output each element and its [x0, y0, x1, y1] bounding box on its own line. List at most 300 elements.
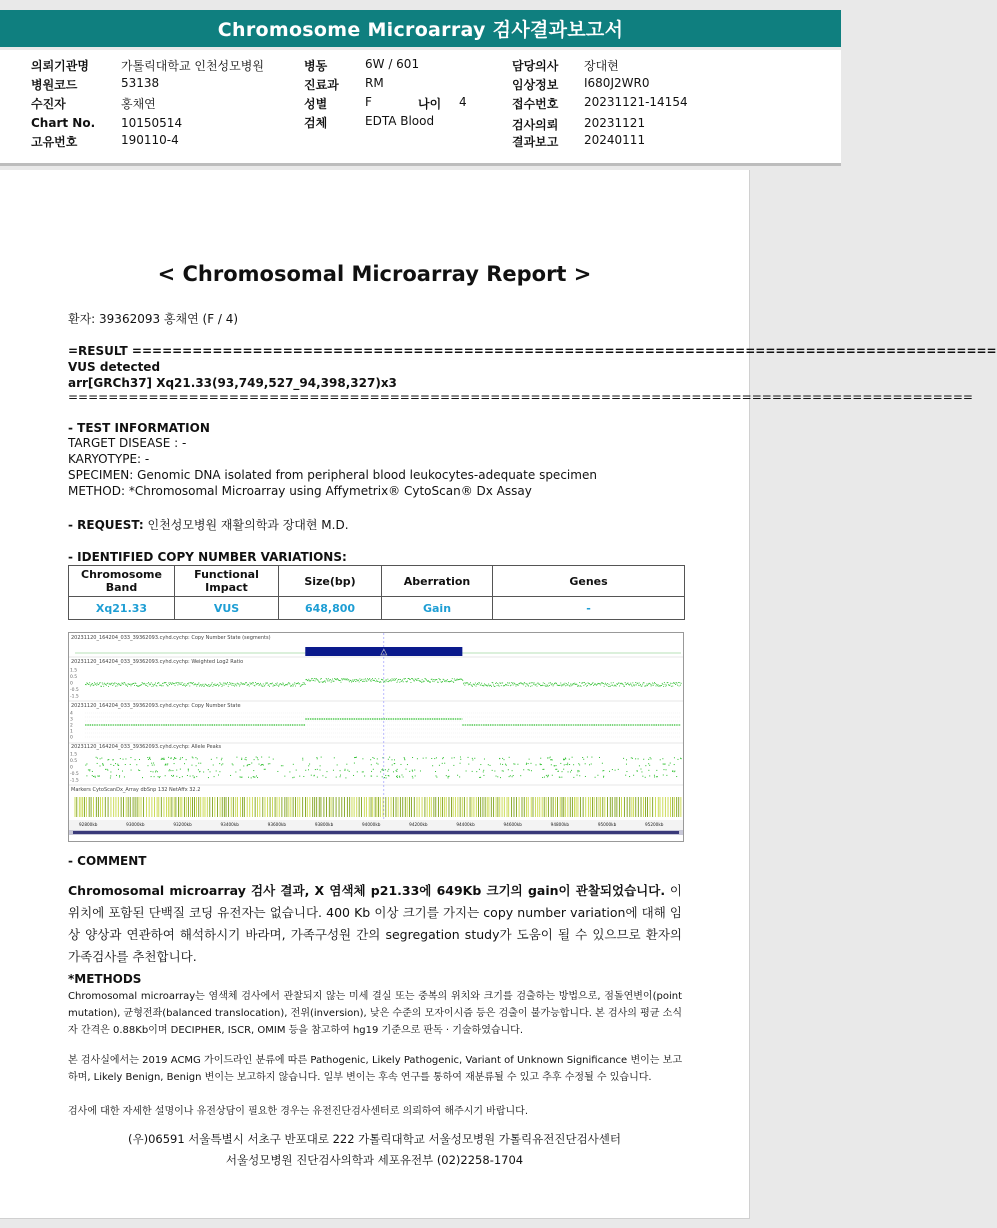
log2-point [86, 684, 87, 685]
allele-point [174, 758, 175, 759]
allele-point [385, 769, 386, 770]
log2-point [282, 684, 283, 685]
log2-point [279, 684, 280, 685]
allele-point [645, 777, 646, 778]
log2-point [495, 683, 496, 684]
log2-point [553, 684, 554, 685]
allele-point [344, 770, 345, 771]
allele-point [193, 775, 194, 776]
allele-point [542, 777, 543, 778]
allele-point [261, 757, 262, 758]
log2-point [578, 685, 579, 686]
allele-point [526, 763, 527, 764]
allele-point [116, 775, 117, 776]
allele-point [308, 769, 309, 770]
panel-label: 20231120_164204_033_39362093.cyhd.cychp: Copy Number State [71, 703, 241, 709]
allele-point [302, 758, 303, 759]
allele-point [336, 777, 337, 778]
log2-point [492, 682, 493, 683]
allele-point [208, 769, 209, 770]
allele-point [160, 776, 161, 777]
log2-point [155, 683, 156, 684]
allele-point [139, 759, 140, 760]
x-tick-label: 93600kb [267, 822, 287, 827]
allele-point [371, 764, 372, 765]
allele-point [409, 771, 410, 772]
allele-point [188, 769, 189, 770]
allele-point [303, 776, 304, 777]
allele-point [579, 771, 580, 772]
allele-point [476, 771, 477, 772]
allele-point [260, 765, 261, 766]
allele-point [393, 771, 394, 772]
log2-point [625, 682, 626, 683]
log2-point [457, 679, 458, 680]
allele-point [135, 759, 136, 760]
allele-point [569, 764, 570, 765]
allele-point [391, 759, 392, 760]
info-value: 20240111 [584, 133, 646, 147]
allele-point [565, 758, 566, 759]
info-label: 임상정보 [512, 78, 559, 92]
panel-label: 20231120_164204_033_39362093.cyhd.cychp: Allele Peaks [71, 744, 222, 750]
log2-point [210, 685, 211, 686]
log2-point [636, 684, 637, 685]
allele-point [650, 757, 651, 758]
log2-point [517, 684, 518, 685]
log2-point [239, 686, 240, 687]
log2-point [193, 682, 194, 683]
allele-point [540, 758, 541, 759]
allele-point [664, 764, 665, 765]
log2-point [93, 685, 94, 686]
report-banner [0, 10, 841, 47]
allele-point [573, 777, 574, 778]
log2-point [104, 683, 105, 684]
log2-point [560, 685, 561, 686]
allele-point [618, 769, 619, 770]
log2-point [199, 686, 200, 687]
log2-point [497, 683, 498, 684]
allele-point [436, 777, 437, 778]
cnv-header: Size(bp) [279, 566, 382, 597]
x-tick-label: 93000kb [126, 822, 145, 827]
log2-point [361, 680, 362, 681]
log2-point [665, 686, 666, 687]
result-footer: ========================================================================================== [68, 390, 973, 404]
allele-point [448, 776, 449, 777]
allele-point [417, 758, 418, 759]
allele-point [648, 759, 649, 760]
allele-point [153, 763, 154, 764]
log2-point [166, 682, 167, 683]
log2-point [447, 679, 448, 680]
allele-point [265, 769, 266, 770]
allele-point [662, 758, 663, 759]
log2-point [345, 678, 346, 679]
allele-point [96, 757, 97, 758]
log2-point [390, 680, 391, 681]
allele-point [599, 757, 600, 758]
allele-point [254, 777, 255, 778]
log2-point [224, 685, 225, 686]
allele-point [257, 777, 258, 778]
allele-point [444, 763, 445, 764]
log2-point [635, 684, 636, 685]
log2-point [378, 681, 379, 682]
allele-point [180, 759, 181, 760]
log2-point [391, 681, 392, 682]
allele-point [547, 776, 548, 777]
log2-point [89, 684, 90, 685]
log2-point [405, 678, 406, 679]
allele-point [500, 777, 501, 778]
log2-point [491, 686, 492, 687]
allele-point [585, 776, 586, 777]
allele-point [602, 763, 603, 764]
allele-point [496, 776, 497, 777]
log2-point [454, 678, 455, 679]
log2-point [644, 682, 645, 683]
log2-point [651, 684, 652, 685]
cnv-header: Genes [493, 566, 685, 597]
log2-point [96, 683, 97, 684]
allele-point [186, 759, 187, 760]
allele-point [585, 763, 586, 764]
log2-point [538, 683, 539, 684]
log2-point [380, 682, 381, 683]
log2-point [135, 683, 136, 684]
log2-point [418, 678, 419, 679]
allele-point [340, 775, 341, 776]
allele-point [124, 776, 125, 777]
log2-point [499, 686, 500, 687]
log2-point [671, 686, 672, 687]
methods-title: *METHODS [68, 972, 142, 986]
log2-point [219, 685, 220, 686]
log2-point [145, 684, 146, 685]
allele-point [448, 777, 449, 778]
info-value: 6W / 601 [365, 57, 420, 71]
log2-point [358, 680, 359, 681]
x-tick-label: 94200kb [409, 822, 428, 827]
log2-point [90, 686, 91, 687]
info-label: 병동 [304, 59, 328, 73]
log2-point [348, 679, 349, 680]
log2-point [124, 682, 125, 683]
log2-point [112, 683, 113, 684]
log2-point [370, 680, 371, 681]
allele-point [626, 759, 627, 760]
log2-point [577, 686, 578, 687]
log2-point [504, 685, 505, 686]
log2-point [446, 680, 447, 681]
allele-point [340, 770, 341, 771]
allele-point [320, 765, 321, 766]
log2-point [97, 683, 98, 684]
log2-point [508, 685, 509, 686]
log2-point [252, 684, 253, 685]
allele-point [176, 776, 177, 777]
log2-point [310, 680, 311, 681]
allele-point [385, 775, 386, 776]
log2-point [528, 685, 529, 686]
allele-point [412, 776, 413, 777]
cnv-cell: 648,800 [279, 597, 382, 620]
allele-point [251, 763, 252, 764]
log2-point [646, 685, 647, 686]
allele-point [152, 765, 153, 766]
allele-point [117, 764, 118, 765]
allele-point [663, 775, 664, 776]
log2-point [265, 684, 266, 685]
allele-point [92, 771, 93, 772]
log2-point [413, 679, 414, 680]
allele-point [460, 757, 461, 758]
log2-point [196, 686, 197, 687]
log2-point [434, 681, 435, 682]
allele-point [503, 771, 504, 772]
log2-point [593, 685, 594, 686]
log2-point [316, 678, 317, 679]
allele-point [230, 775, 231, 776]
log2-point [96, 685, 97, 686]
allele-point [138, 770, 139, 771]
allele-point [179, 777, 180, 778]
allele-point [293, 764, 294, 765]
allele-point [566, 764, 567, 765]
info-value: 190110-4 [121, 133, 179, 147]
info-value: 장대현 [584, 59, 619, 73]
x-tick-label: 93800kb [314, 822, 334, 827]
allele-point [97, 763, 98, 764]
log2-point [388, 681, 389, 682]
allele-point [387, 771, 388, 772]
log2-point [187, 685, 188, 686]
log2-point [632, 682, 633, 683]
log2-point [666, 685, 667, 686]
allele-point [512, 770, 513, 771]
allele-point [457, 775, 458, 776]
info-label: 고유번호 [31, 135, 78, 149]
log2-tick-label: -0.5 [70, 688, 79, 693]
log2-point [226, 684, 227, 685]
log2-point [584, 682, 585, 683]
log2-point [221, 684, 222, 685]
allele-point [172, 770, 173, 771]
allele-point [108, 759, 109, 760]
log2-point [259, 684, 260, 685]
log2-point [259, 685, 260, 686]
allele-point [577, 771, 578, 772]
log2-point [201, 684, 202, 685]
log2-point [417, 678, 418, 679]
allele-point [571, 770, 572, 771]
allele-point [552, 775, 553, 776]
log2-point [359, 678, 360, 679]
allele-point [510, 775, 511, 776]
allele-point [492, 770, 493, 771]
log2-point [253, 683, 254, 684]
log2-point [180, 682, 181, 683]
allele-point [187, 775, 188, 776]
log2-point [353, 681, 354, 682]
log2-point [170, 683, 171, 684]
log2-point [387, 681, 388, 682]
log2-point [108, 686, 109, 687]
allele-point [666, 775, 667, 776]
log2-point [106, 685, 107, 686]
log2-point [231, 683, 232, 684]
allele-point [216, 770, 217, 771]
log2-point [214, 685, 215, 686]
allele-point [147, 757, 148, 758]
allele-point [399, 777, 400, 778]
log2-point [172, 682, 173, 683]
log2-point [334, 678, 335, 679]
allele-point [363, 771, 364, 772]
allele-point [453, 765, 454, 766]
allele-point [648, 770, 649, 771]
allele-point [623, 758, 624, 759]
log2-point [422, 682, 423, 683]
allele-point [397, 769, 398, 770]
log2-point [233, 683, 234, 684]
log2-point [672, 683, 673, 684]
log2-point [396, 678, 397, 679]
log2-point [626, 684, 627, 685]
allele-point [195, 757, 196, 758]
allele-point [657, 776, 658, 777]
log2-point [605, 683, 606, 684]
log2-point [500, 683, 501, 684]
allele-point [218, 775, 219, 776]
allele-point [345, 769, 346, 770]
allele-point [123, 759, 124, 760]
log2-point [283, 684, 284, 685]
log2-point [295, 686, 296, 687]
log2-point [548, 686, 549, 687]
log2-point [338, 679, 339, 680]
allele-point [97, 758, 98, 759]
allele-point [269, 757, 270, 758]
log2-point [515, 684, 516, 685]
allele-point [543, 769, 544, 770]
allele-point [542, 769, 543, 770]
log2-point [663, 686, 664, 687]
log2-point [399, 679, 400, 680]
allele-point [544, 777, 545, 778]
karyotype: KARYOTYPE: - [68, 452, 150, 466]
log2-point [475, 683, 476, 684]
allele-point [354, 757, 355, 758]
info-label: 나이 [418, 97, 442, 111]
log2-point [345, 679, 346, 680]
allele-point [110, 777, 111, 778]
allele-point [254, 759, 255, 760]
log2-point [362, 679, 363, 680]
allele-point [541, 764, 542, 765]
allele-point [165, 775, 166, 776]
allele-point [609, 771, 610, 772]
allele-point [162, 758, 163, 759]
footer-contact: 서울성모병원 진단검사의학과 세포유전부 (02)2258-1704 [225, 1153, 524, 1167]
info-value: 20231121-14154 [584, 95, 688, 109]
log2-point [341, 678, 342, 679]
allele-point [282, 765, 283, 766]
allele-point [364, 775, 365, 776]
allele-point [113, 759, 114, 760]
log2-point [119, 684, 120, 685]
allele-point [97, 775, 98, 776]
allele-point [434, 758, 435, 759]
log2-point [415, 679, 416, 680]
log2-point [579, 682, 580, 683]
x-tick-label: 94400kb [456, 822, 475, 827]
allele-point [120, 758, 121, 759]
info-label: 의뢰기관명 [31, 59, 89, 73]
allele-point [656, 770, 657, 771]
allele-point [549, 757, 550, 758]
allele-point [479, 777, 480, 778]
allele-point [528, 769, 529, 770]
log2-point [642, 686, 643, 687]
log2-point [630, 684, 631, 685]
patient-line: 환자: 39362093 홍채연 (F / 4) [68, 312, 239, 326]
log2-point [410, 679, 411, 680]
allele-point [603, 770, 604, 771]
log2-point [478, 684, 479, 685]
log2-point [497, 685, 498, 686]
allele-point [502, 758, 503, 759]
log2-point [464, 685, 465, 686]
log2-point [619, 685, 620, 686]
allele-point [246, 759, 247, 760]
log2-point [662, 683, 663, 684]
allele-point [528, 763, 529, 764]
allele-point [446, 775, 447, 776]
log2-point [276, 684, 277, 685]
log2-point [589, 683, 590, 684]
log2-point [533, 684, 534, 685]
allele-point [317, 758, 318, 759]
log2-point [453, 682, 454, 683]
allele-point [253, 776, 254, 777]
allele-point [514, 764, 515, 765]
log2-point [574, 683, 575, 684]
allele-point [454, 757, 455, 758]
log2-point [530, 686, 531, 687]
comment-text: 이 위치에 포함된 단백질 코딩 유전자는 없습니다. 400 Kb 이상 크기를 가지는 copy number variation에 대해 임상 양상과 연관하여 해석하시기 바라며, 가족구성원 간의 segregation study가 도움이 될 수 있으므로 환자의 가족검사를 추천합니다. [68, 883, 682, 964]
log2-point [439, 678, 440, 679]
divider [0, 163, 841, 166]
allele-point [564, 764, 565, 765]
allele-point [269, 763, 270, 764]
allele-point [188, 770, 189, 771]
allele-point [305, 770, 306, 771]
log2-point [211, 684, 212, 685]
log2-point [472, 686, 473, 687]
allele-point [520, 775, 521, 776]
allele-point [103, 764, 104, 765]
allele-point [102, 763, 103, 764]
log2-point [678, 682, 679, 683]
log2-point [142, 682, 143, 683]
allele-point [448, 770, 449, 771]
log2-point [114, 682, 115, 683]
log2-point [639, 682, 640, 683]
log2-point [548, 683, 549, 684]
